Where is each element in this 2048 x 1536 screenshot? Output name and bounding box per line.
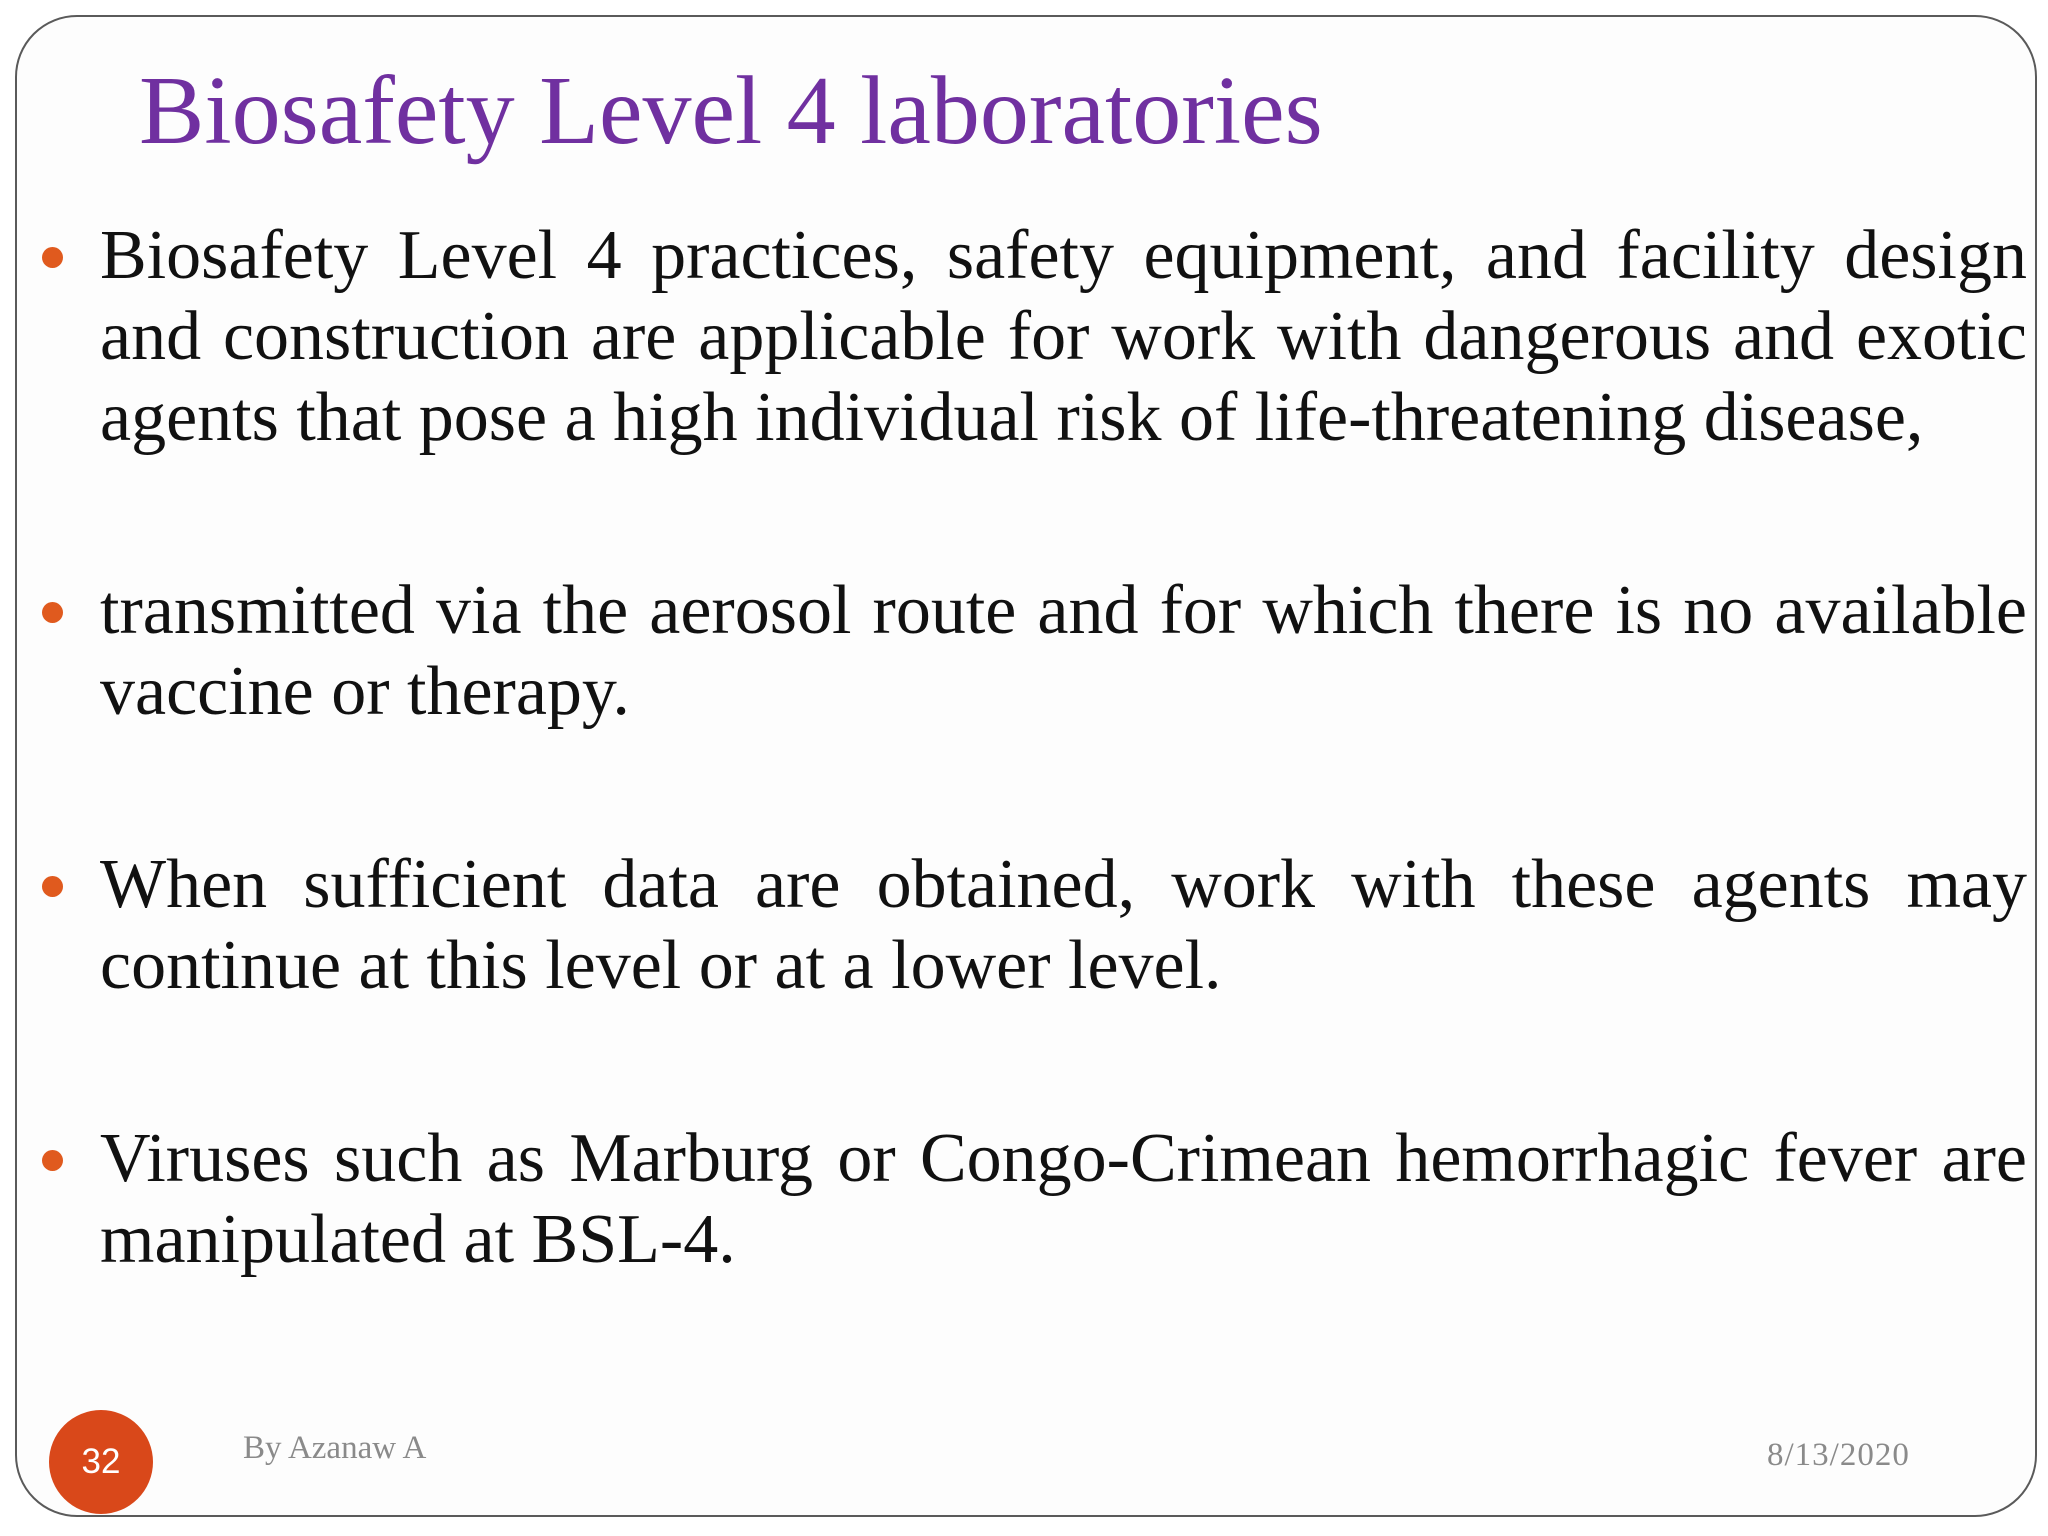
author-footer: By Azanaw A — [243, 1430, 427, 1466]
bullet-text: When sufficient data are obtained, work with these agents may continue at this level or at a lower level. — [100, 846, 2027, 1004]
bullet-spacer — [100, 732, 2027, 844]
bullet-text: Biosafety Level 4 practices, safety equipment, and facility design and construction are applicable for work with dangerous and exotic agents that pose a high individual risk of life-threatening disease, — [100, 217, 2027, 456]
slide-frame — [15, 15, 2037, 1517]
bullet-dot-icon — [42, 602, 63, 623]
slide-title: Biosafety Level 4 laboratories — [139, 57, 1323, 165]
bullet-text: Viruses such as Marburg or Congo-Crimean hemorrhagic fever are manipulated at BSL-4. — [100, 1120, 2027, 1278]
date-footer: 8/13/2020 — [1767, 1437, 1910, 1473]
bullet-spacer — [100, 458, 2027, 570]
bullet-spacer — [100, 1006, 2027, 1118]
bullet-item — [100, 1118, 2027, 1280]
page-number-badge: 32 — [49, 1410, 153, 1514]
bullet-list — [100, 215, 2027, 1280]
bullet-dot-icon — [42, 247, 63, 268]
bullet-item — [100, 570, 2027, 732]
bullet-dot-icon — [42, 876, 63, 897]
bullet-item — [100, 215, 2027, 458]
bullet-text: transmitted via the aerosol route and for which there is no available vaccine or therapy. — [100, 572, 2027, 730]
bullet-item — [100, 844, 2027, 1006]
bullet-dot-icon — [42, 1150, 63, 1171]
